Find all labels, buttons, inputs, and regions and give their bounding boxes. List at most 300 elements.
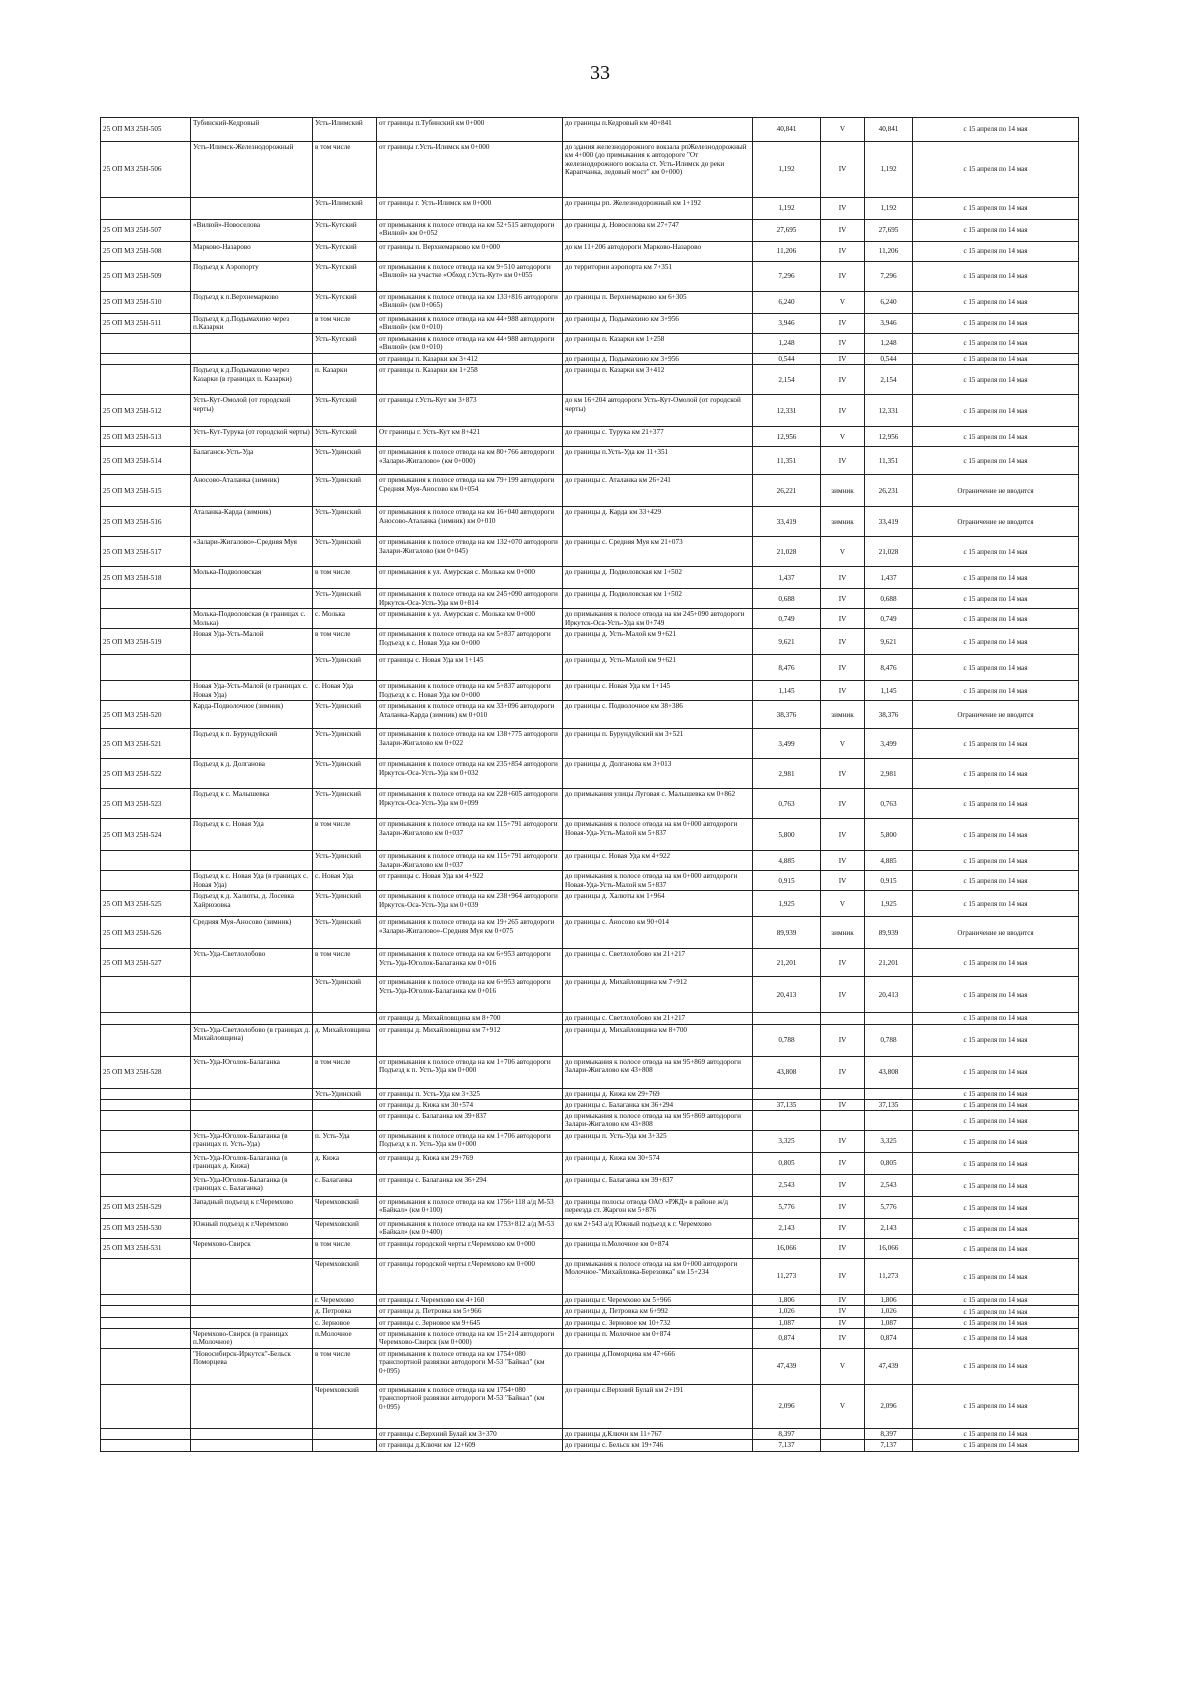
district-cell (313, 1099, 377, 1110)
restriction-period-cell: с 15 апреля по 14 мая (913, 1099, 1079, 1110)
category-cell: IV (821, 1099, 865, 1110)
table-row (101, 1328, 1079, 1348)
segment-end-cell: до здания железнодорожного вокзала рпЖелезнодорожный км 4+000 (до примыкания к автодороге "От железнодорожного вокзала ст. Усть-Илимск до реки Карапчанка, ледовый мост" км 0+000) (563, 142, 753, 198)
restriction-period-cell: с 15 апреля по 14 мая (913, 851, 1079, 871)
restricted-length-cell: 8,476 (865, 655, 913, 681)
category-cell: IV (821, 1239, 865, 1259)
restriction-period-cell: с 15 апреля по 14 мая (913, 395, 1079, 427)
road-name-cell: Подъезд к п. Бурундуйский (191, 729, 313, 759)
table-row (101, 447, 1079, 475)
district-cell: с. Молька (313, 609, 377, 629)
road-name-cell (191, 1099, 313, 1110)
length-cell: 3,325 (753, 1131, 821, 1153)
category-cell: IV (821, 1295, 865, 1306)
road-code-cell (101, 1024, 191, 1056)
length-cell: 5,800 (753, 819, 821, 851)
segment-end-cell: до границы д. Долганова км 3+013 (563, 759, 753, 789)
table-row (101, 1348, 1079, 1384)
restricted-length-cell: 0,788 (865, 1024, 913, 1056)
category-cell: IV (821, 142, 865, 198)
road-name-cell: Подъезд к с. Новая Уда (191, 819, 313, 851)
table-row (101, 1384, 1079, 1428)
segment-start-cell: от границы с.Верхний Булай км 3+370 (377, 1428, 563, 1439)
road-name-cell: Подъезд к д.Подымахино через п.Казарки (191, 314, 313, 334)
table-row (101, 1099, 1079, 1110)
segment-start-cell: от примыкания к полосе отвода на км 33+096 автодороги Аталанка-Карда (зимник) км 0+010 (377, 701, 563, 729)
restriction-period-cell: с 15 апреля по 14 мая (913, 629, 1079, 655)
district-cell (313, 1013, 377, 1024)
segment-end-cell: до границы с. Балаганка км 36+294 (563, 1099, 753, 1110)
table-row (101, 681, 1079, 701)
district-cell: п. Казарки (313, 365, 377, 395)
segment-start-cell: от примыкания к полосе отвода на км 5+837 автодороги Подъезд к с. Новая Уда км 0+000 (377, 629, 563, 655)
road-code-cell (101, 1175, 191, 1197)
category-cell: IV (821, 789, 865, 819)
road-code-cell (101, 1088, 191, 1099)
restriction-period-cell: с 15 апреля по 14 мая (913, 789, 1079, 819)
segment-start-cell: от границы с. Балаганка км 36+294 (377, 1175, 563, 1197)
table-row (101, 1088, 1079, 1099)
restriction-period-cell: с 15 апреля по 14 мая (913, 220, 1079, 242)
road-name-cell: Аталанка-Карда (зимник) (191, 507, 313, 537)
road-name-cell: Подъезд к с. Малышевка (191, 789, 313, 819)
road-name-cell: Подъезд к д. Долганова (191, 759, 313, 789)
road-name-cell: «Залари-Жигалово»-Средняя Муя (191, 537, 313, 567)
road-name-cell: Усть-Кут-Омолой (от городской черты) (191, 395, 313, 427)
district-cell: Усть-Илимский (313, 198, 377, 220)
restriction-period-cell: с 15 апреля по 14 мая (913, 1111, 1079, 1131)
segment-start-cell: от примыкания к полосе отвода на км 245+090 автодороги Иркутск-Оса-Усть-Уда км 0+814 (377, 589, 563, 609)
length-cell: 0,805 (753, 1153, 821, 1175)
district-cell: Усть-Удинский (313, 851, 377, 871)
table-row (101, 475, 1079, 507)
segment-end-cell: до границы с. Подволочное км 38+386 (563, 701, 753, 729)
road-name-cell (191, 1306, 313, 1317)
district-cell: г. Черемхово (313, 1295, 377, 1306)
segment-end-cell: до границы с. Зерновое км 10+732 (563, 1317, 753, 1328)
restricted-length-cell: 5,800 (865, 819, 913, 851)
segment-start-cell: от примыкания к полосе отвода на км 16+040 автодороги Аносово-Аталанка (зимник) км 0+010 (377, 507, 563, 537)
restricted-length-cell: 1,145 (865, 681, 913, 701)
district-cell (313, 1111, 377, 1131)
category-cell: IV (821, 629, 865, 655)
road-name-cell: Подъезд к с. Новая Уда (в границах с. Новая Уда) (191, 871, 313, 891)
district-cell: Усть-Удинский (313, 701, 377, 729)
segment-end-cell: до границы д. Михайловщина км 8+700 (563, 1024, 753, 1056)
road-name-cell: Усть-Уда-Светлолобово (191, 949, 313, 977)
road-name-cell: Тубинский-Кедровый (191, 118, 313, 142)
road-code-cell (101, 1384, 191, 1428)
road-name-cell (191, 589, 313, 609)
segment-end-cell: до границы с. Новая Уда км 1+145 (563, 681, 753, 701)
segment-start-cell: от примыкания к полосе отвода на км 235+854 автодороги Иркутск-Оса-Усть-Уда км 0+032 (377, 759, 563, 789)
segment-start-cell: от примыкания к полосе отвода на км 1754+080 транспортной развязки автодороги М-53 "Байкал" (км 0+095) (377, 1384, 563, 1428)
segment-start-cell: от границы с. Новая Уда км 1+145 (377, 655, 563, 681)
restriction-period-cell: с 15 апреля по 14 мая (913, 198, 1079, 220)
segment-start-cell: от границы городской черты г.Черемхово км 0+000 (377, 1239, 563, 1259)
district-cell: в том числе (313, 949, 377, 977)
table-row (101, 759, 1079, 789)
table-row (101, 365, 1079, 395)
restriction-period-cell: с 15 апреля по 14 мая (913, 537, 1079, 567)
segment-start-cell: от примыкания к полосе отвода на км 5+837 автодороги Подъезд к с. Новая Уда км 0+000 (377, 681, 563, 701)
road-code-cell (101, 1099, 191, 1110)
road-code-cell: 25 ОП МЗ 25Н-505 (101, 118, 191, 142)
segment-end-cell: до границы с. Светлолобово км 21+217 (563, 1013, 753, 1024)
restriction-period-cell: с 15 апреля по 14 мая (913, 1056, 1079, 1088)
district-cell: в том числе (313, 142, 377, 198)
category-cell: IV (821, 1024, 865, 1056)
length-cell: 1,248 (753, 334, 821, 354)
length-cell: 47,439 (753, 1348, 821, 1384)
segment-start-cell: от примыкания к полосе отвода на км 6+953 автодороги Усть-Уда-Юголок-Балаганка км 0+016 (377, 949, 563, 977)
segment-start-cell: от границы п. Верхнемарково км 0+000 (377, 242, 563, 262)
table-row (101, 118, 1079, 142)
restriction-period-cell: с 15 апреля по 14 мая (913, 1440, 1079, 1451)
category-cell: V (821, 891, 865, 917)
road-name-cell: Средняя Муя-Аносово (зимник) (191, 917, 313, 949)
restriction-period-cell: с 15 апреля по 14 мая (913, 1384, 1079, 1428)
restriction-period-cell: с 15 апреля по 14 мая (913, 242, 1079, 262)
restricted-length-cell: 11,273 (865, 1259, 913, 1295)
category-cell: V (821, 1348, 865, 1384)
table-row (101, 1175, 1079, 1197)
category-cell (821, 1440, 865, 1451)
road-name-cell (191, 1428, 313, 1439)
segment-start-cell: от примыкания к полосе отвода на км 80+766 автодороги «Залари-Жигалово» (км 0+000) (377, 447, 563, 475)
segment-end-cell: до границы п.Кедровый км 40+841 (563, 118, 753, 142)
category-cell: IV (821, 589, 865, 609)
length-cell: 20,413 (753, 977, 821, 1013)
road-name-cell: Усть-Уда-Юголок-Балаганка (в границах с. Балаганка) (191, 1175, 313, 1197)
category-cell: IV (821, 447, 865, 475)
restriction-period-cell: с 15 апреля по 14 мая (913, 759, 1079, 789)
restricted-length-cell: 89,939 (865, 917, 913, 949)
restricted-length-cell: 11,206 (865, 242, 913, 262)
district-cell: Усть-Удинский (313, 729, 377, 759)
table-row (101, 142, 1079, 198)
restriction-period-cell: с 15 апреля по 14 мая (913, 1259, 1079, 1295)
road-name-cell (191, 1088, 313, 1099)
road-code-cell (101, 681, 191, 701)
segment-start-cell: от примыкания к полосе отвода на км 115+791 автодороги Залари-Жигалово км 0+037 (377, 851, 563, 871)
road-code-cell (101, 871, 191, 891)
segment-start-cell: от примыкания к полосе отвода на км 132+070 автодороги Залари-Жигалово (км 0+045) (377, 537, 563, 567)
table-row (101, 1131, 1079, 1153)
category-cell: V (821, 1384, 865, 1428)
category-cell (821, 1428, 865, 1439)
category-cell: IV (821, 314, 865, 334)
district-cell: Усть-Удинский (313, 537, 377, 567)
segment-end-cell: до границы д. Подымахино км 3+956 (563, 314, 753, 334)
restricted-length-cell: 8,397 (865, 1428, 913, 1439)
road-code-cell (101, 851, 191, 871)
table-row (101, 242, 1079, 262)
district-cell: д. Петровка (313, 1306, 377, 1317)
table-row (101, 977, 1079, 1013)
segment-end-cell: до границы д.Ключи км 11+767 (563, 1428, 753, 1439)
table-row (101, 589, 1079, 609)
segment-end-cell: до границы полосы отвода ОАО «РЖД» в районе ж/д переезда ст. Жаргон км 5+876 (563, 1197, 753, 1219)
restricted-length-cell: 21,028 (865, 537, 913, 567)
district-cell: в том числе (313, 314, 377, 334)
length-cell: 0,688 (753, 589, 821, 609)
restricted-length-cell: 1,192 (865, 142, 913, 198)
district-cell: п.Молочное (313, 1328, 377, 1348)
table-row (101, 609, 1079, 629)
district-cell: Усть-Удинский (313, 789, 377, 819)
table-row (101, 789, 1079, 819)
length-cell (753, 1111, 821, 1131)
restricted-length-cell: 0,915 (865, 871, 913, 891)
restricted-length-cell: 1,192 (865, 198, 913, 220)
restriction-period-cell: с 15 апреля по 14 мая (913, 1306, 1079, 1317)
restriction-period-cell: с 15 апреля по 14 мая (913, 314, 1079, 334)
district-cell: Усть-Кутский (313, 427, 377, 447)
category-cell: IV (821, 395, 865, 427)
restricted-length-cell: 2,154 (865, 365, 913, 395)
table-row (101, 292, 1079, 314)
restricted-length-cell (865, 1111, 913, 1131)
length-cell: 1,026 (753, 1306, 821, 1317)
segment-end-cell: до границы рп. Железнодорожный км 1+192 (563, 198, 753, 220)
segment-end-cell: до границы д. Халюты км 1+964 (563, 891, 753, 917)
table-row (101, 701, 1079, 729)
segment-start-cell: от примыкания к полосе отвода на км 1+706 автодороги Подъезд к п. Усть-Уда км 0+000 (377, 1131, 563, 1153)
category-cell: IV (821, 871, 865, 891)
restriction-period-cell: с 15 апреля по 14 мая (913, 118, 1079, 142)
road-code-cell (101, 977, 191, 1013)
segment-end-cell: до границы с. Светлолобово км 21+217 (563, 949, 753, 977)
segment-end-cell: до границы д. Подволовская км 1+502 (563, 589, 753, 609)
table-row (101, 851, 1079, 871)
table-row (101, 220, 1079, 242)
table-row (101, 1197, 1079, 1219)
segment-end-cell: до границы с. Балаганка км 39+837 (563, 1175, 753, 1197)
district-cell: Усть-Удинский (313, 475, 377, 507)
segment-end-cell: до границы п. Бурундуйский км 3+521 (563, 729, 753, 759)
table-row (101, 1259, 1079, 1295)
district-cell (313, 1440, 377, 1451)
road-code-cell: 25 ОП МЗ 25Н-510 (101, 292, 191, 314)
road-name-cell: Черемхово-Свирск (191, 1239, 313, 1259)
district-cell: Усть-Удинский (313, 1088, 377, 1099)
road-code-cell: 25 ОП МЗ 25Н-513 (101, 427, 191, 447)
restricted-length-cell: 1,806 (865, 1295, 913, 1306)
restriction-period-cell: с 15 апреля по 14 мая (913, 949, 1079, 977)
category-cell: IV (821, 1317, 865, 1328)
length-cell: 7,296 (753, 262, 821, 292)
segment-end-cell: до границы г. Черемхово км 5+966 (563, 1295, 753, 1306)
category-cell: IV (821, 681, 865, 701)
restriction-period-cell: с 15 апреля по 14 мая (913, 567, 1079, 589)
road-code-cell (101, 1013, 191, 1024)
length-cell: 38,376 (753, 701, 821, 729)
segment-start-cell: от примыкания к полосе отвода на км 1754+080 транспортной развязки автодороги М-53 "Байкал" (км 0+095) (377, 1348, 563, 1384)
category-cell: зимник (821, 701, 865, 729)
road-code-cell: 25 ОП МЗ 25Н-525 (101, 891, 191, 917)
segment-end-cell: до границы п.Усть-Уда км 11+351 (563, 447, 753, 475)
table-row (101, 314, 1079, 334)
restricted-length-cell: 1,248 (865, 334, 913, 354)
road-code-cell: 25 ОП МЗ 25Н-518 (101, 567, 191, 589)
category-cell: IV (821, 1306, 865, 1317)
restriction-period-cell: с 15 апреля по 14 мая (913, 1153, 1079, 1175)
restricted-length-cell: 12,956 (865, 427, 913, 447)
segment-end-cell: до границы с. Средняя Муя км 21+073 (563, 537, 753, 567)
segment-end-cell: до км 11+206 автодороги Марково-Назарово (563, 242, 753, 262)
restricted-length-cell: 1,026 (865, 1306, 913, 1317)
segment-start-cell: от границы с. Зерновое км 9+645 (377, 1317, 563, 1328)
road-code-cell (101, 1295, 191, 1306)
length-cell: 11,206 (753, 242, 821, 262)
road-name-cell: Новая Уда-Усть-Малой (в границах с. Новая Уда) (191, 681, 313, 701)
restriction-period-cell: с 15 апреля по 14 мая (913, 142, 1079, 198)
table-row (101, 1056, 1079, 1088)
page-number: 33 (590, 62, 610, 84)
restricted-length-cell: 4,885 (865, 851, 913, 871)
table-row (101, 507, 1079, 537)
length-cell: 1,087 (753, 1317, 821, 1328)
table-row (101, 1440, 1079, 1451)
category-cell: IV (821, 851, 865, 871)
district-cell: Усть-Кутский (313, 220, 377, 242)
restricted-length-cell: 21,201 (865, 949, 913, 977)
road-name-cell (191, 1295, 313, 1306)
restricted-length-cell: 2,981 (865, 759, 913, 789)
road-name-cell (191, 1317, 313, 1328)
segment-start-cell: от границы п. Казарки км 3+412 (377, 354, 563, 365)
category-cell: IV (821, 1197, 865, 1219)
road-name-cell (191, 1013, 313, 1024)
length-cell: 2,543 (753, 1175, 821, 1197)
road-name-cell (191, 1384, 313, 1428)
restricted-length-cell: 12,331 (865, 395, 913, 427)
length-cell: 12,956 (753, 427, 821, 447)
category-cell: IV (821, 759, 865, 789)
restriction-period-cell: с 15 апреля по 14 мая (913, 365, 1079, 395)
district-cell: в том числе (313, 1056, 377, 1088)
restriction-period-cell: с 15 апреля по 14 мая (913, 609, 1079, 629)
road-name-cell: Усть-Уда-Светлолобово (в границах д. Михайловщина) (191, 1024, 313, 1056)
restricted-length-cell: 43,808 (865, 1056, 913, 1088)
length-cell: 8,397 (753, 1428, 821, 1439)
road-code-cell (101, 354, 191, 365)
length-cell: 2,154 (753, 365, 821, 395)
restriction-period-cell: с 15 апреля по 14 мая (913, 1328, 1079, 1348)
district-cell: п. Усть-Уда (313, 1131, 377, 1153)
category-cell: IV (821, 655, 865, 681)
table-row (101, 891, 1079, 917)
length-cell: 5,776 (753, 1197, 821, 1219)
restricted-length-cell: 3,325 (865, 1131, 913, 1153)
restricted-length-cell: 1,087 (865, 1317, 913, 1328)
district-cell: Черемховский (313, 1259, 377, 1295)
segment-end-cell: до границы п. Верхнемарково км 6+305 (563, 292, 753, 314)
segment-end-cell: до границы д. Михайловщина км 7+912 (563, 977, 753, 1013)
segment-start-cell: от границы п. Усть-Уда км 3+325 (377, 1088, 563, 1099)
segment-end-cell: до границы д. Петровка км 6+992 (563, 1306, 753, 1317)
segment-start-cell: от примыкания к полосе отвода на км 15+214 автодороги Черемхово-Свирск (км 0+000) (377, 1328, 563, 1348)
table-row (101, 1239, 1079, 1259)
restricted-length-cell: 0,763 (865, 789, 913, 819)
road-name-cell: Подъезд к д. Халюты, д. Лосевка Хайрюзовка (191, 891, 313, 917)
restriction-period-cell: с 15 апреля по 14 мая (913, 1197, 1079, 1219)
district-cell (313, 354, 377, 365)
restricted-length-cell: 2,143 (865, 1219, 913, 1239)
restricted-length-cell: 1,437 (865, 567, 913, 589)
district-cell: д. Михайловщина (313, 1024, 377, 1056)
restricted-length-cell: 38,376 (865, 701, 913, 729)
length-cell: 6,240 (753, 292, 821, 314)
district-cell: Усть-Удинский (313, 589, 377, 609)
segment-end-cell: до границы д. Кижа км 30+574 (563, 1153, 753, 1175)
restriction-period-cell: с 15 апреля по 14 мая (913, 871, 1079, 891)
category-cell: IV (821, 1131, 865, 1153)
restriction-period-cell: Ограничение не вводится (913, 917, 1079, 949)
segment-start-cell: от примыкания к полосе отвода на км 1756+118 а/д М-53 «Байкал» (км 0+100) (377, 1197, 563, 1219)
segment-end-cell: до границы с. Аносово км 90+014 (563, 917, 753, 949)
segment-start-cell: от примыкания к полосе отвода на км 115+791 автодороги Залари-Жигалово км 0+037 (377, 819, 563, 851)
length-cell: 7,137 (753, 1440, 821, 1451)
segment-start-cell: от границы п. Казарки км 1+258 (377, 365, 563, 395)
segment-end-cell: до примыкания к полосе отвода на км 95+869 автодороги Залари-Жигалово км 43+808 (563, 1111, 753, 1131)
road-code-cell (101, 1328, 191, 1348)
restriction-period-cell: Ограничение не вводится (913, 507, 1079, 537)
restriction-period-cell: с 15 апреля по 14 мая (913, 1219, 1079, 1239)
road-name-cell: Черемхово-Свирск (в границах п.Молочное) (191, 1328, 313, 1348)
table-row (101, 1295, 1079, 1306)
road-code-cell: 25 ОП МЗ 25Н-508 (101, 242, 191, 262)
restriction-period-cell: с 15 апреля по 14 мая (913, 1428, 1079, 1439)
length-cell: 11,351 (753, 447, 821, 475)
table-row (101, 334, 1079, 354)
category-cell: V (821, 537, 865, 567)
restricted-length-cell: 6,240 (865, 292, 913, 314)
road-code-cell: 25 ОП МЗ 25Н-526 (101, 917, 191, 949)
road-code-cell: 25 ОП МЗ 25Н-524 (101, 819, 191, 851)
segment-start-cell: от примыкания к полосе отвода на км 19+265 автодороги «Залари-Жигалово»-Средняя Муя км 0+075 (377, 917, 563, 949)
road-name-cell: Балаганск-Усть-Уда (191, 447, 313, 475)
district-cell: в том числе (313, 567, 377, 589)
road-name-cell: Карда-Подволочное (зимник) (191, 701, 313, 729)
road-name-cell (191, 334, 313, 354)
road-code-cell (101, 1259, 191, 1295)
district-cell: Усть-Кутский (313, 242, 377, 262)
segment-end-cell: до примыкания к полосе отвода на км 95+869 автодороги Залари-Жигалово км 43+808 (563, 1056, 753, 1088)
restriction-period-cell: с 15 апреля по 14 мая (913, 589, 1079, 609)
segment-end-cell: до примыкания к полосе отвода на км 0+000 автодороги Молочное-"Михайловка-Березовка" км 15+234 (563, 1259, 753, 1295)
length-cell: 21,028 (753, 537, 821, 567)
restriction-period-cell: с 15 апреля по 14 мая (913, 354, 1079, 365)
segment-start-cell: от примыкания к полосе отвода на км 138+775 автодороги Залари-Жигалово км 0+022 (377, 729, 563, 759)
road-name-cell: Молька-Подволовская (в границах с. Молька) (191, 609, 313, 629)
length-cell: 1,925 (753, 891, 821, 917)
road-name-cell: Западный подъезд к г.Черемхово (191, 1197, 313, 1219)
restricted-length-cell (865, 1088, 913, 1099)
road-code-cell: 25 ОП МЗ 25Н-509 (101, 262, 191, 292)
restriction-period-cell: Ограничение не вводится (913, 701, 1079, 729)
segment-start-cell: от границы городской черты г.Черемхово км 0+000 (377, 1259, 563, 1295)
road-code-cell: 25 ОП МЗ 25Н-511 (101, 314, 191, 334)
road-name-cell: Марково-Назарово (191, 242, 313, 262)
road-code-cell (101, 589, 191, 609)
segment-end-cell: до примыкания к полосе отвода на км 245+090 автодороги Иркутск-Оса-Усть-Уда км 0+749 (563, 609, 753, 629)
category-cell: IV (821, 949, 865, 977)
segment-start-cell: от примыкания к полосе отвода на км 9+510 автодороги «Вилюй» на участке «Обход г.Усть-Кут» км 0+055 (377, 262, 563, 292)
category-cell: IV (821, 242, 865, 262)
road-code-cell: 25 ОП МЗ 25Н-515 (101, 475, 191, 507)
